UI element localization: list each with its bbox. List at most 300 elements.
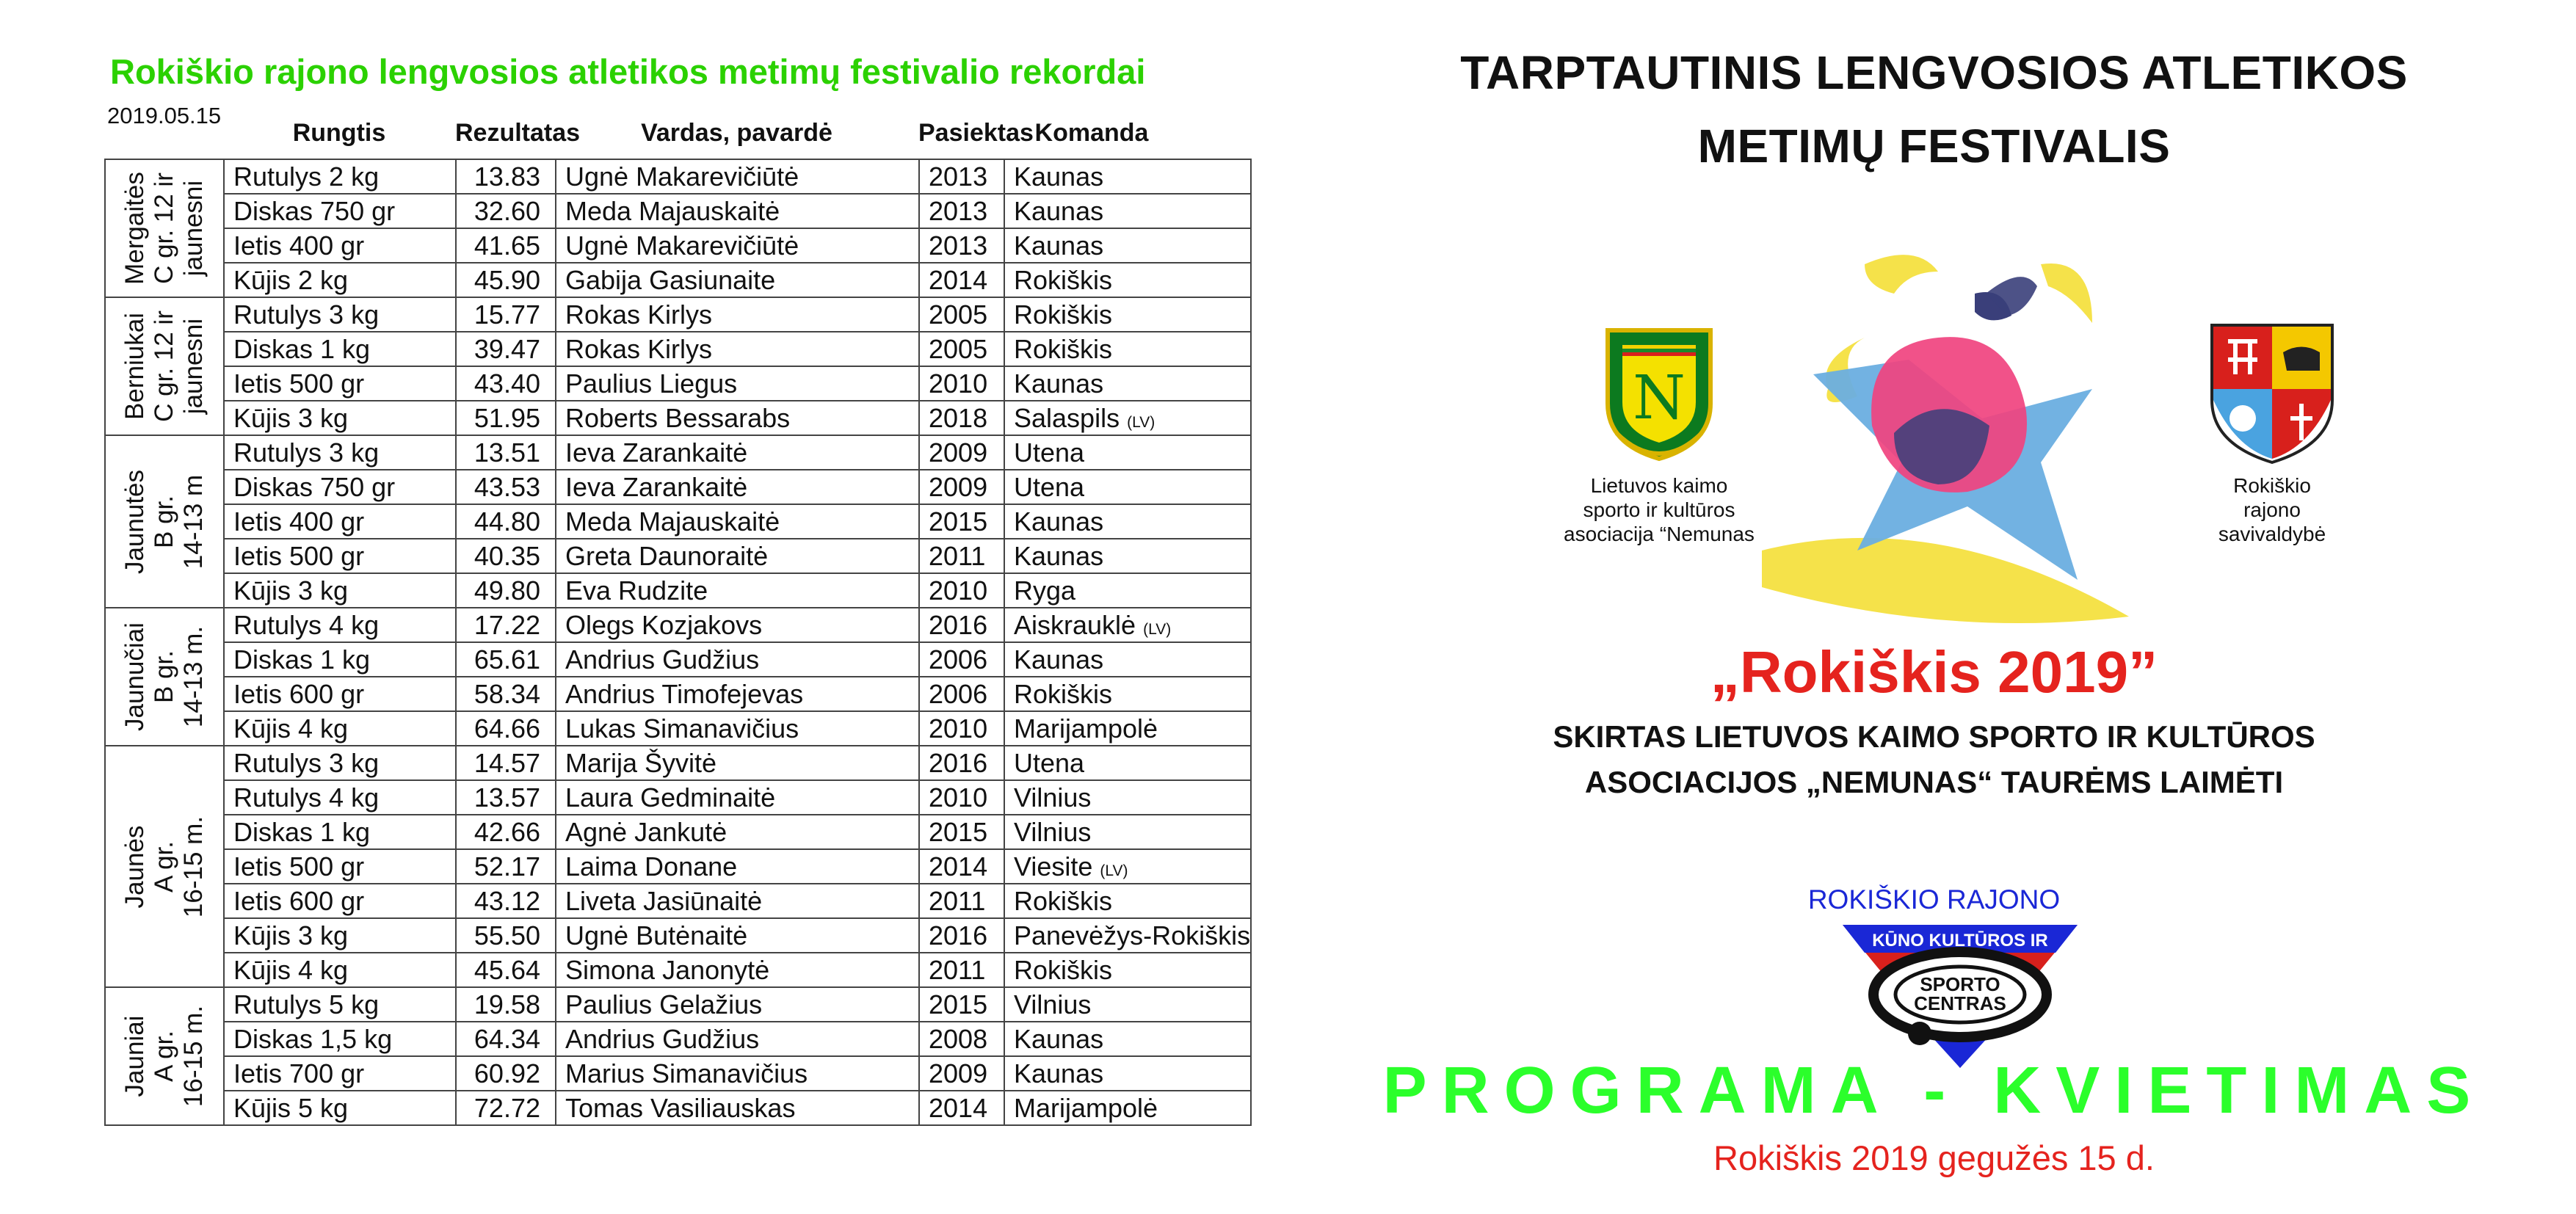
group-label-cell xyxy=(105,746,224,987)
cell-event xyxy=(224,435,456,470)
cell-event-text: Diskas 750 gr xyxy=(233,471,396,502)
cell-result xyxy=(456,677,556,711)
cell-result xyxy=(456,1056,556,1091)
cell-year-text: 2008 xyxy=(929,1023,988,1054)
cell-team xyxy=(1004,1091,1251,1125)
cell-event-text: Ietis 500 gr xyxy=(233,851,365,882)
sport-center-top-text: ROKIŠKIO RAJONO xyxy=(1807,884,2061,915)
sport-center-oval-line2: CENTRAS xyxy=(1914,992,2006,1014)
cell-result-text: 49.80 xyxy=(474,575,540,606)
cell-result xyxy=(456,815,556,849)
record-row xyxy=(105,642,1251,677)
group-label-cell xyxy=(105,435,224,608)
cell-year xyxy=(919,228,1004,263)
cell-name-text: Meda Majauskaitė xyxy=(565,506,780,537)
cell-result xyxy=(456,332,556,366)
cell-year xyxy=(919,1022,1004,1056)
cell-team xyxy=(1004,297,1251,332)
header-year: Pasiektas xyxy=(918,119,1034,147)
group-label-line: 16-15 m. xyxy=(179,815,208,917)
cell-event-text: Ietis 400 gr xyxy=(233,230,365,261)
cell-year xyxy=(919,366,1004,401)
cell-team-text: Utena xyxy=(1014,471,1085,502)
record-row xyxy=(105,918,1251,953)
cell-team xyxy=(1004,159,1251,194)
cell-team-text: Ryga xyxy=(1014,575,1076,606)
cell-name xyxy=(556,401,919,435)
cell-team xyxy=(1004,849,1251,884)
record-row xyxy=(105,366,1251,401)
record-row xyxy=(105,677,1251,711)
cell-year-text: 2014 xyxy=(929,1092,988,1123)
cell-event-text: Ietis 700 gr xyxy=(233,1058,365,1088)
cell-name xyxy=(556,677,919,711)
cell-event xyxy=(224,1091,456,1125)
cell-team-text: Vilnius xyxy=(1014,782,1092,813)
cell-name xyxy=(556,263,919,297)
sport-center-band-text: KŪNO KULTŪROS IR xyxy=(1872,931,2048,951)
cell-team-text: Rokiškis xyxy=(1014,678,1113,709)
cell-year-text: 2009 xyxy=(929,1058,988,1088)
cell-year-text: 2016 xyxy=(929,747,988,778)
cell-result-text: 41.65 xyxy=(474,230,540,261)
cell-name xyxy=(556,194,919,228)
record-row xyxy=(105,1022,1251,1056)
cell-event xyxy=(224,884,456,918)
cell-name-text: Andrius Timofejevas xyxy=(565,678,804,709)
group-label-line: Mergaitės xyxy=(120,172,149,285)
cell-result xyxy=(456,435,556,470)
cell-team-text: Rokiškis xyxy=(1014,333,1113,364)
cell-name-text: Ieva Zarankaitė xyxy=(565,471,748,502)
cell-event-text: Ietis 500 gr xyxy=(233,540,365,571)
cell-result xyxy=(456,194,556,228)
cell-year xyxy=(919,194,1004,228)
group-label-line: C gr. 12 ir xyxy=(150,310,178,422)
cell-result-text: 43.40 xyxy=(474,368,540,399)
cell-team xyxy=(1004,194,1251,228)
cell-team-text: Kaunas xyxy=(1014,506,1104,537)
cell-event-text: Rutulys 2 kg xyxy=(233,161,380,192)
group-label xyxy=(120,786,208,948)
group-label-line: jaunesni xyxy=(179,180,208,277)
cell-year-text: 2011 xyxy=(929,540,986,571)
cell-name-text: Marija Šyvitė xyxy=(565,747,717,778)
cell-year xyxy=(919,918,1004,953)
record-row xyxy=(105,435,1251,470)
nemunas-caption-line: sporto ir kultūros xyxy=(1583,498,1735,521)
cell-team-text: Kaunas xyxy=(1014,1058,1104,1088)
cell-team xyxy=(1004,987,1251,1022)
cell-year xyxy=(919,297,1004,332)
group-label-line: C gr. 12 ir xyxy=(150,172,178,284)
record-row xyxy=(105,297,1251,332)
cell-result-text: 64.34 xyxy=(474,1023,540,1054)
cell-name-text: Eva Rudzite xyxy=(565,575,708,606)
cell-result xyxy=(456,401,556,435)
cell-event xyxy=(224,987,456,1022)
cell-event xyxy=(224,1056,456,1091)
group-label xyxy=(120,975,208,1137)
cell-event-text: Kūjis 2 kg xyxy=(233,264,349,295)
group-label-cell xyxy=(105,608,224,746)
cell-year-text: 2011 xyxy=(929,885,986,916)
nemunas-caption-line: asociacija “Nemunas xyxy=(1564,523,1755,545)
cell-team-text: Rokiškis xyxy=(1014,299,1113,330)
cell-team-text: Marijampolė xyxy=(1014,713,1158,744)
cell-event xyxy=(224,263,456,297)
cell-event-text: Diskas 1 kg xyxy=(233,644,371,675)
record-row xyxy=(105,711,1251,746)
rokiskis-caption-line: savivaldybė xyxy=(2218,523,2326,545)
cell-team xyxy=(1004,539,1251,573)
group-label-line: jaunesni xyxy=(179,318,208,415)
cell-name-text: Meda Majauskaitė xyxy=(565,195,780,226)
country-note: (LV) xyxy=(1100,862,1128,879)
cell-year-text: 2015 xyxy=(929,816,988,847)
group-label-cell xyxy=(105,987,224,1125)
records-date: 2019.05.15 xyxy=(107,103,222,128)
cell-event-text: Kūjis 5 kg xyxy=(233,1092,349,1123)
cell-year xyxy=(919,849,1004,884)
header-team: Komanda xyxy=(1034,119,1149,147)
group-label-line: Jaunutės xyxy=(120,469,149,574)
cell-name-text: Marius Simanavičius xyxy=(565,1058,808,1088)
cell-team xyxy=(1004,608,1251,642)
record-row xyxy=(105,884,1251,918)
cell-name xyxy=(556,953,919,987)
cell-team xyxy=(1004,435,1251,470)
cell-event xyxy=(224,539,456,573)
cell-name xyxy=(556,573,919,608)
cell-team-text: Utena xyxy=(1014,437,1085,468)
cell-result xyxy=(456,884,556,918)
group-label-line: B gr. xyxy=(150,650,178,703)
cell-result-text: 13.51 xyxy=(474,437,540,468)
sport-center-logo xyxy=(1835,917,2085,1072)
record-row xyxy=(105,539,1251,573)
cell-name-text: Ugnė Makarevičiūtė xyxy=(565,230,799,261)
cell-year-text: 2006 xyxy=(929,678,988,709)
cell-name-text: Laima Donane xyxy=(565,851,738,882)
cell-year-text: 2005 xyxy=(929,299,988,330)
record-row xyxy=(105,953,1251,987)
cell-team xyxy=(1004,677,1251,711)
record-row xyxy=(105,780,1251,815)
cell-year-text: 2010 xyxy=(929,713,988,744)
cell-event-text: Diskas 1 kg xyxy=(233,333,371,364)
cell-team-text: Kaunas xyxy=(1014,230,1104,261)
cell-event-text: Kūjis 3 kg xyxy=(233,402,349,433)
cell-name xyxy=(556,332,919,366)
cell-event-text: Rutulys 3 kg xyxy=(233,299,380,330)
cell-result-text: 42.66 xyxy=(474,816,540,847)
cell-result xyxy=(456,1022,556,1056)
cell-year-text: 2016 xyxy=(929,920,988,951)
cell-event-text: Kūjis 3 kg xyxy=(233,575,349,606)
cell-year xyxy=(919,780,1004,815)
group-label-line: Berniukai xyxy=(120,313,149,420)
cell-year-text: 2010 xyxy=(929,575,988,606)
cell-event xyxy=(224,780,456,815)
cell-year-text: 2014 xyxy=(929,851,988,882)
group-label xyxy=(120,441,208,603)
cell-year-text: 2010 xyxy=(929,782,988,813)
cell-event xyxy=(224,711,456,746)
group-label-line: 16-15 m. xyxy=(179,1005,208,1108)
cell-team xyxy=(1004,953,1251,987)
cell-year xyxy=(919,711,1004,746)
group-label-line: B gr. xyxy=(150,495,178,548)
cell-event xyxy=(224,297,456,332)
cell-result-text: 13.57 xyxy=(474,782,540,813)
cell-team-text: Aiskrauklė xyxy=(1014,609,1136,640)
group-label-line: Jaunučiai xyxy=(120,622,149,731)
cell-result-text: 55.50 xyxy=(474,920,540,951)
cell-team xyxy=(1004,401,1251,435)
cell-result-text: 65.61 xyxy=(474,644,540,675)
cell-year xyxy=(919,332,1004,366)
cell-event xyxy=(224,366,456,401)
cell-team-text: Rokiškis xyxy=(1014,954,1113,985)
cell-event-text: Ietis 500 gr xyxy=(233,368,365,399)
cell-name-text: Paulius Liegus xyxy=(565,368,738,399)
cell-event-text: Rutulys 3 kg xyxy=(233,747,380,778)
cell-team xyxy=(1004,884,1251,918)
cell-event xyxy=(224,470,456,504)
cell-team xyxy=(1004,366,1251,401)
nemunas-logo-caption xyxy=(1542,473,1777,546)
cell-event xyxy=(224,849,456,884)
cell-team xyxy=(1004,504,1251,539)
subtitle-line2: ASOCIACIJOS „NEMUNAS“ TAURĖMS LAIMĖTI xyxy=(1584,765,2284,799)
cell-name xyxy=(556,884,919,918)
cell-team xyxy=(1004,815,1251,849)
cell-event xyxy=(224,228,456,263)
cell-result xyxy=(456,504,556,539)
cell-result xyxy=(456,608,556,642)
cell-event-text: Diskas 750 gr xyxy=(233,195,396,226)
cell-result xyxy=(456,849,556,884)
cell-result xyxy=(456,573,556,608)
cell-event xyxy=(224,159,456,194)
cell-result xyxy=(456,780,556,815)
cell-year xyxy=(919,401,1004,435)
cell-name-text: Ugnė Makarevičiūtė xyxy=(565,161,799,192)
cell-team-text: Salaspils xyxy=(1014,402,1120,433)
cell-event xyxy=(224,918,456,953)
cell-year-text: 2015 xyxy=(929,506,988,537)
cell-year xyxy=(919,642,1004,677)
cell-name-text: Andrius Gudžius xyxy=(565,644,760,675)
cell-event-text: Ietis 600 gr xyxy=(233,678,365,709)
records-header-row xyxy=(223,119,1180,148)
cell-name-text: Olegs Kozjakovs xyxy=(565,609,763,640)
cell-event xyxy=(224,815,456,849)
cell-name xyxy=(556,642,919,677)
cell-team-text: Utena xyxy=(1014,747,1085,778)
cell-year-text: 2013 xyxy=(929,195,988,226)
cell-year-text: 2006 xyxy=(929,644,988,675)
cell-year xyxy=(919,1056,1004,1091)
cell-name-text: Tomas Vasiliauskas xyxy=(565,1092,796,1123)
cell-name-text: Roberts Bessarabs xyxy=(565,402,791,433)
cell-name xyxy=(556,1056,919,1091)
cell-team-text: Panevėžys-Rokiškis xyxy=(1014,920,1251,951)
cell-result xyxy=(456,746,556,780)
cell-name-text: Lukas Simanavičius xyxy=(565,713,799,744)
group-label-line: Jaunės xyxy=(120,825,149,908)
cell-result xyxy=(456,228,556,263)
cell-result-text: 60.92 xyxy=(474,1058,540,1088)
cell-result xyxy=(456,1091,556,1125)
group-label-cell xyxy=(105,297,224,435)
cell-year xyxy=(919,263,1004,297)
cell-result-text: 43.12 xyxy=(474,885,540,916)
cell-team-text: Kaunas xyxy=(1014,1023,1104,1054)
cell-team xyxy=(1004,918,1251,953)
cell-result xyxy=(456,953,556,987)
cell-event xyxy=(224,401,456,435)
cell-event-text: Diskas 1 kg xyxy=(233,816,371,847)
record-row xyxy=(105,573,1251,608)
record-row xyxy=(105,194,1251,228)
rokiskis-caption-line: Rokiškio xyxy=(2233,474,2311,497)
cell-name xyxy=(556,815,919,849)
cell-team xyxy=(1004,1056,1251,1091)
festival-title-line1: TARPTAUTINIS LENGVOSIOS ATLETIKOS xyxy=(1460,46,2408,99)
cell-team xyxy=(1004,711,1251,746)
cell-name xyxy=(556,297,919,332)
cover-page xyxy=(1292,0,2576,1214)
header-event: Rungtis xyxy=(292,119,386,147)
cell-team xyxy=(1004,642,1251,677)
cell-name xyxy=(556,539,919,573)
cell-result-text: 44.80 xyxy=(474,506,540,537)
cell-name-text: Laura Gedminaitė xyxy=(565,782,776,813)
rokiskis-coat-of-arms xyxy=(2206,319,2338,466)
cell-year xyxy=(919,539,1004,573)
cell-team xyxy=(1004,228,1251,263)
cell-name-text: Ugnė Butėnaitė xyxy=(565,920,748,951)
cell-result xyxy=(456,539,556,573)
country-note: (LV) xyxy=(1143,620,1172,638)
cell-name xyxy=(556,746,919,780)
record-row xyxy=(105,159,1251,194)
cell-year xyxy=(919,987,1004,1022)
cell-team-text: Kaunas xyxy=(1014,161,1104,192)
cell-name-text: Simona Janonytė xyxy=(565,954,770,985)
cell-year xyxy=(919,608,1004,642)
cell-year-text: 2009 xyxy=(929,471,988,502)
cell-name-text: Ieva Zarankaitė xyxy=(565,437,748,468)
cell-year xyxy=(919,815,1004,849)
cell-event xyxy=(224,504,456,539)
cell-result-text: 45.90 xyxy=(474,264,540,295)
cell-event-text: Rutulys 4 kg xyxy=(233,782,380,813)
record-row xyxy=(105,849,1251,884)
group-label xyxy=(120,286,208,447)
group-label-line: 14-13 m xyxy=(179,474,208,569)
cell-result-text: 52.17 xyxy=(474,851,540,882)
cell-name xyxy=(556,1091,919,1125)
cell-result-text: 15.77 xyxy=(474,299,540,330)
cell-event-text: Kūjis 3 kg xyxy=(233,920,349,951)
group-label-line: Jauniai xyxy=(120,1015,149,1097)
record-row xyxy=(105,470,1251,504)
festival-logo xyxy=(1747,242,2158,639)
cell-year xyxy=(919,159,1004,194)
cell-year-text: 2018 xyxy=(929,402,988,433)
header-name: Vardas, pavardė xyxy=(641,119,832,147)
cell-result-text: 45.64 xyxy=(474,954,540,985)
cell-name xyxy=(556,711,919,746)
records-title: Rokiškio rajono lengvosios atletikos metimų festivalio rekordai xyxy=(110,52,1146,91)
cell-result-text: 51.95 xyxy=(474,402,540,433)
cell-team-text: Kaunas xyxy=(1014,540,1104,571)
cell-team-text: Kaunas xyxy=(1014,368,1104,399)
group-label-line: 14-13 m. xyxy=(179,625,208,728)
cell-name xyxy=(556,435,919,470)
cell-name xyxy=(556,504,919,539)
cell-team-text: Viesite xyxy=(1014,851,1093,882)
cell-name-text: Greta Daunoraitė xyxy=(565,540,769,571)
cell-event-text: Ietis 400 gr xyxy=(233,506,365,537)
cell-result-text: 43.53 xyxy=(474,471,540,502)
cell-event xyxy=(224,677,456,711)
group-label xyxy=(120,148,208,309)
record-row xyxy=(105,504,1251,539)
event-date: Rokiškis 2019 gegužės 15 d. xyxy=(1713,1138,2155,1177)
record-row xyxy=(105,332,1251,366)
cell-result-text: 40.35 xyxy=(474,540,540,571)
records-table xyxy=(104,159,1252,1126)
cell-year-text: 2011 xyxy=(929,954,986,985)
cell-result xyxy=(456,987,556,1022)
cell-result xyxy=(456,159,556,194)
cell-result xyxy=(456,642,556,677)
cell-name xyxy=(556,987,919,1022)
rokiskis-logo-caption xyxy=(2173,473,2371,546)
cell-year xyxy=(919,953,1004,987)
cell-team xyxy=(1004,1022,1251,1056)
cell-event-text: Rutulys 5 kg xyxy=(233,989,380,1019)
cell-event xyxy=(224,608,456,642)
sport-center-oval-line1: SPORTO xyxy=(1920,973,2000,995)
record-row xyxy=(105,401,1251,435)
cell-year-text: 2010 xyxy=(929,368,988,399)
cell-event xyxy=(224,1022,456,1056)
cell-team-text: Rokiškis xyxy=(1014,264,1113,295)
cell-name-text: Paulius Gelažius xyxy=(565,989,763,1019)
record-row xyxy=(105,1056,1251,1091)
cell-year xyxy=(919,573,1004,608)
record-row xyxy=(105,1091,1251,1125)
cell-name-text: Agnė Jankutė xyxy=(565,816,728,847)
cell-result-text: 19.58 xyxy=(474,989,540,1019)
cell-result-text: 13.83 xyxy=(474,161,540,192)
country-note: (LV) xyxy=(1127,413,1155,431)
cell-result xyxy=(456,711,556,746)
festival-title-line2: METIMŲ FESTIVALIS xyxy=(1697,120,2171,172)
cell-name xyxy=(556,159,919,194)
nemunas-shield-logo xyxy=(1600,323,1718,462)
event-name: „Rokiškis 2019” xyxy=(1710,639,2158,705)
cell-event-text: Kūjis 4 kg xyxy=(233,954,349,985)
cell-year-text: 2005 xyxy=(929,333,988,364)
record-row xyxy=(105,746,1251,780)
cell-name-text: Liveta Jasiūnaitė xyxy=(565,885,763,916)
